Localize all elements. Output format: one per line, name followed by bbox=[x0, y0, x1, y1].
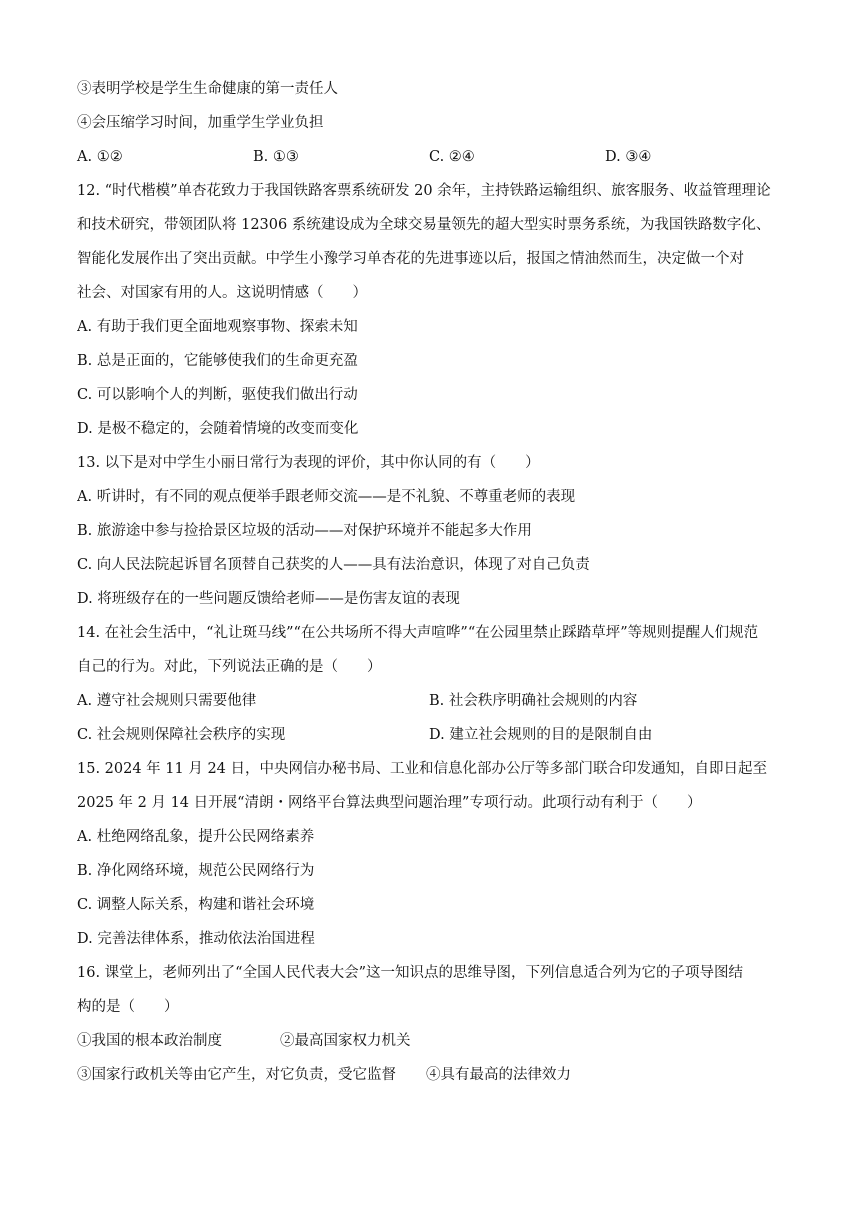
q14-stem-line-2: 自己的行为。对此，下列说法正确的是（ ） bbox=[77, 659, 382, 675]
q12-option-c: C. 可以影响个人的判断，驱使我们做出行动 bbox=[77, 387, 358, 403]
q13-stem-line-1: 13. 以下是对中学生小丽日常行为表现的评价，其中你认同的有（ ） bbox=[77, 455, 540, 471]
q12-stem-line-1: 12. “时代楷模”单杏花致力于我国铁路客票系统研发 20 余年，主持铁路运输组织、旅客服务、收益管理理论 bbox=[77, 183, 771, 199]
q16-stem-line-2: 构的是（ ） bbox=[77, 999, 179, 1015]
q14-option-a: A. 遵守社会规则只需要他律 bbox=[77, 693, 257, 709]
q13-option-b: B. 旅游途中参与捡拾景区垃圾的活动——对保护环境并不能起多大作用 bbox=[77, 523, 532, 539]
q15-stem-line-2: 2025 年 2 月 14 日开展“清朗・网络平台算法典型问题治理”专项行动。此项行动有利于（ ） bbox=[77, 795, 702, 811]
q15-option-c: C. 调整人际关系，构建和谐社会环境 bbox=[77, 897, 315, 913]
q12-stem-line-3: 智能化发展作出了突出贡献。中学生小豫学习单杏花的先进事迹以后，报国之情油然而生，决定做一个对 bbox=[77, 251, 744, 267]
q14-options-row-2 bbox=[77, 718, 785, 752]
q12-stem-line-2: 和技术研究，带领团队将 12306 系统建设成为全球交易量领先的超大型实时票务系统，为我国铁路数字化、 bbox=[77, 217, 771, 233]
q11-item-3: ③表明学校是学生生命健康的第一责任人 bbox=[77, 81, 338, 97]
q13-option-c: C. 向人民法院起诉冒名顶替自己获奖的人——具有法治意识，体现了对自己负责 bbox=[77, 557, 590, 573]
q16-items-row-1 bbox=[77, 1024, 785, 1058]
q12-option-d: D. 是极不稳定的，会随着情境的改变而变化 bbox=[77, 421, 359, 437]
q15-option-d: D. 完善法律体系，推动依法治国进程 bbox=[77, 931, 315, 947]
q14-stem-line-1: 14. 在社会生活中，“礼让斑马线”“在公共场所不得大声喧哗”“在公园里禁止踩踏草坪”等规则提醒人们规范 bbox=[77, 625, 759, 641]
q11-option-c: C. ②④ bbox=[429, 149, 475, 165]
q11-option-a: A. ①② bbox=[77, 149, 123, 165]
q12-option-b: B. 总是正面的，它能够使我们的生命更充盈 bbox=[77, 353, 358, 369]
q13-option-a: A. 听讲时，有不同的观点便举手跟老师交流——是不礼貌、不尊重老师的表现 bbox=[77, 489, 576, 505]
q12-option-a: A. 有助于我们更全面地观察事物、探索未知 bbox=[77, 319, 358, 335]
q11-options bbox=[77, 140, 785, 174]
q12-stem-line-4: 社会、对国家有用的人。这说明情感（ ） bbox=[77, 285, 367, 301]
q14-option-d: D. 建立社会规则的目的是限制自由 bbox=[429, 727, 653, 743]
q15-stem-line-1: 15. 2024 年 11 月 24 日，中央网信办秘书局、工业和信息化部办公厅等多部门联合印发通知，自即日起至 bbox=[77, 761, 768, 777]
q11-option-b: B. ①③ bbox=[253, 149, 299, 165]
q15-option-b: B. 净化网络环境，规范公民网络行为 bbox=[77, 863, 315, 879]
q14-option-b: B. 社会秩序明确社会规则的内容 bbox=[429, 693, 638, 709]
q15-option-a: A. 杜绝网络乱象，提升公民网络素养 bbox=[77, 829, 315, 845]
q16-item-2: ②最高国家权力机关 bbox=[280, 1033, 411, 1049]
q11-item-4: ④会压缩学习时间，加重学生学业负担 bbox=[77, 115, 324, 131]
q16-item-3: ③国家行政机关等由它产生，对它负责，受它监督 bbox=[77, 1067, 396, 1083]
q16-stem-line-1: 16. 课堂上，老师列出了“全国人民代表大会”这一知识点的思维导图，下列信息适合列为它的子项导图结 bbox=[77, 965, 743, 981]
q14-options-row-1 bbox=[77, 684, 785, 718]
q13-option-d: D. 将班级存在的一些问题反馈给老师——是伤害友谊的表现 bbox=[77, 591, 460, 607]
q16-item-4: ④具有最高的法律效力 bbox=[426, 1067, 571, 1083]
q14-option-c: C. 社会规则保障社会秩序的实现 bbox=[77, 727, 286, 743]
q11-option-d: D. ③④ bbox=[605, 149, 652, 165]
q16-item-1: ①我国的根本政治制度 bbox=[77, 1033, 222, 1049]
q16-items-row-2 bbox=[77, 1058, 785, 1092]
